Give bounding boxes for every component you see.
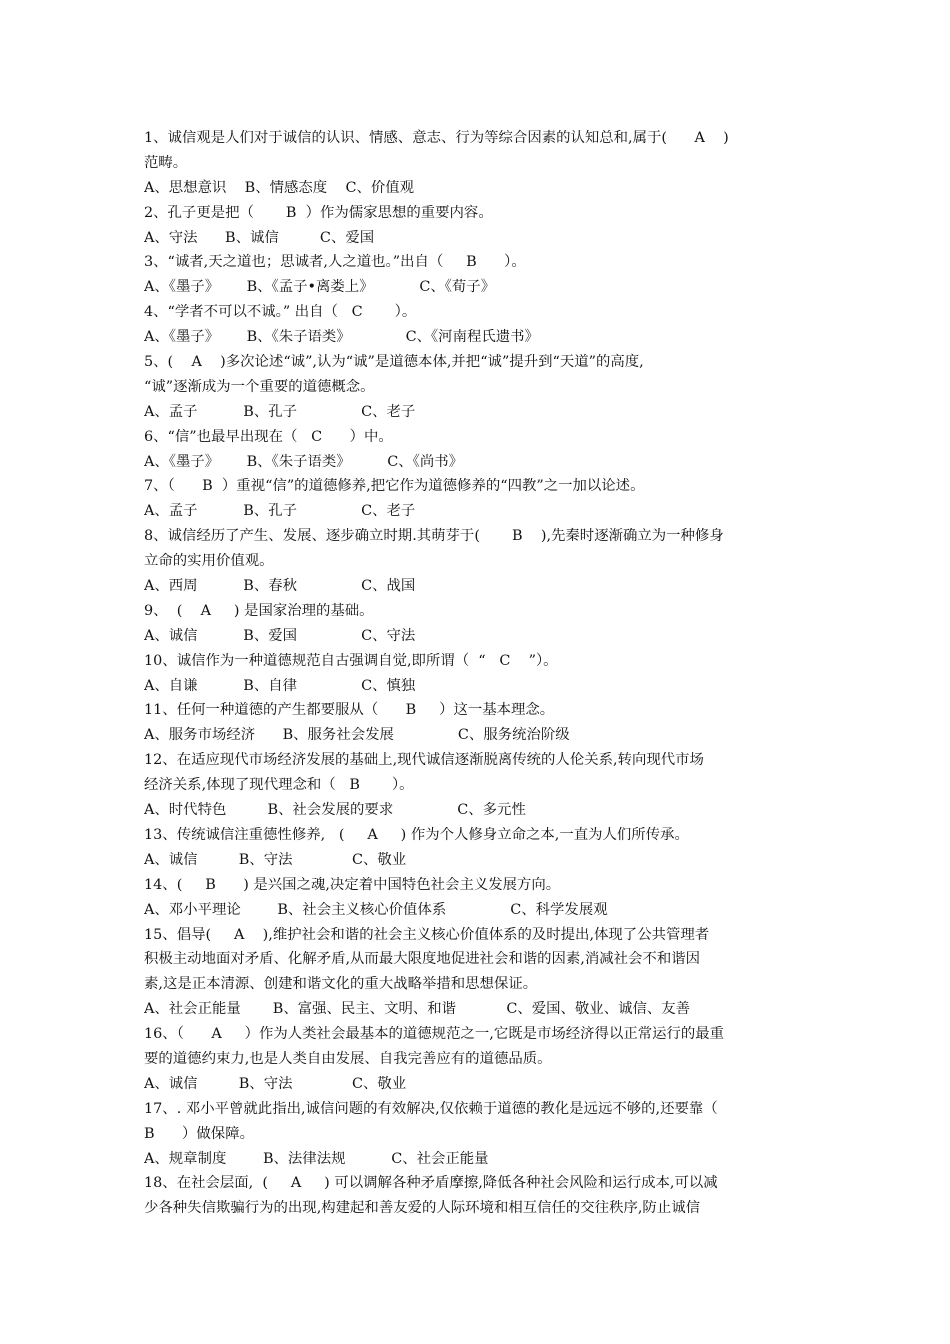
text-line: B ）做保障。 <box>144 1125 254 1142</box>
text-line: A、社会正能量 B、富强、民主、文明、和谐 C、爱国、敬业、诚信、友善 <box>144 1001 691 1018</box>
text-line: 12、在适应现代市场经济发展的基础上,现代诚信逐渐脱离传统的人伦关系,转向现代市场 <box>144 752 704 769</box>
text-line: 积极主动地面对矛盾、化解矛盾,从而最大限度地促进社会和谐的因素,消减社会不和谐因 <box>144 951 700 968</box>
text-line: A、诚信 B、爱国 C、守法 <box>144 627 416 644</box>
text-line: 4、“学者不可以不诚。” 出自（ C ）。 <box>144 304 417 321</box>
text-line: 经济关系,体现了现代理念和（ B ）。 <box>144 777 414 794</box>
text-line: 17、. 邓小平曾就此指出,诚信问题的有效解决,仅依赖于道德的教化是远远不够的,还要靠（ <box>144 1100 718 1117</box>
text-line: 9、 ( A ) 是国家治理的基础。 <box>144 602 374 619</box>
text-line: 立命的实用价值观。 <box>144 553 274 570</box>
text-line: 7、（ B ）重视“信”的道德修养,把它作为道德修养的“四教”之一加以论述。 <box>144 478 645 495</box>
text-line: A、诚信 B、守法 C、敬业 <box>144 851 407 868</box>
text-line: 少各种失信欺骗行为的出现,构建起和善友爱的人际环境和相互信任的交往秩序,防止诚信 <box>144 1200 700 1217</box>
text-line: A、守法 B、诚信 C、爱国 <box>144 229 375 246</box>
text-line: A、《墨子》 B、《朱子语类》 C、《尚书》 <box>144 453 464 470</box>
text-line: 要的道德约束力,也是人类自由发展、自我完善应有的道德品质。 <box>144 1050 552 1067</box>
text-line: A、自谦 B、自律 C、慎独 <box>144 677 416 694</box>
text-line: A、孟子 B、孔子 C、老子 <box>144 403 416 420</box>
text-line: 13、传统诚信注重德性修养, ( A ) 作为个人修身立命之本,一直为人们所传承。 <box>144 826 689 843</box>
text-line: 15、倡导( A ),维护社会和谐的社会主义核心价值体系的及时提出,体现了公共管理者 <box>144 926 710 943</box>
text-line: A、孟子 B、孔子 C、老子 <box>144 503 416 520</box>
text-line: A、邓小平理论 B、社会主义核心价值体系 C、科学发展观 <box>144 901 608 918</box>
text-line: A、西周 B、春秋 C、战国 <box>144 578 416 595</box>
text-line: A、时代特色 B、社会发展的要求 C、多元性 <box>144 802 526 819</box>
text-line: 10、诚信作为一种道德规范自古强调自觉,即所谓（ “ C ”）。 <box>144 652 558 669</box>
text-line: “诚”逐渐成为一个重要的道德概念。 <box>144 378 375 395</box>
text-line: A、规章制度 B、法律法规 C、社会正能量 <box>144 1150 489 1167</box>
text-line: 14、( B ) 是兴国之魂,决定着中国特色社会主义发展方向。 <box>144 876 561 893</box>
text-line: 3、“诚者,天之道也；思诚者,人之道也。”出自（ B ）。 <box>144 254 526 271</box>
text-line: 18、在社会层面, ( A ) 可以调解各种矛盾摩擦,降低各种社会风险和运行成本,可以减 <box>144 1175 718 1192</box>
text-line: 8、诚信经历了产生、发展、逐步确立时期.其萌芽于( B ),先秦时逐渐确立为一种修身 <box>144 528 724 545</box>
text-line: 范畴。 <box>144 154 188 171</box>
text-line: A、诚信 B、守法 C、敬业 <box>144 1075 407 1092</box>
text-line: 2、孔子更是把（ B ）作为儒家思想的重要内容。 <box>144 204 493 221</box>
text-line: A、服务市场经济 B、服务社会发展 C、服务统治阶级 <box>144 727 570 744</box>
text-line: A、《墨子》 B、《朱子语类》 C、《河南程氏遗书》 <box>144 329 539 346</box>
document-page <box>144 126 810 1221</box>
text-line: 11、任何一种道德的产生都要服从（ B ）这一基本理念。 <box>144 702 555 719</box>
text-line: 16、（ A ）作为人类社会最基本的道德规范之一,它既是市场经济得以正常运行的最重 <box>144 1026 725 1043</box>
text-line: 6、“信”也最早出现在（ C ）中。 <box>144 428 393 445</box>
text-line: A、《墨子》 B、《孟子•离娄上》 C、《荀子》 <box>144 279 496 296</box>
text-line: 1、诚信观是人们对于诚信的认识、情感、意志、行为等综合因素的认知总和,属于( A ) <box>144 130 729 146</box>
text-line: A、思想意识 B、情感态度 C、价值观 <box>144 179 415 196</box>
text-line: 素,这是正本清源、创建和谐文化的重大战略举措和思想保证。 <box>144 976 538 993</box>
text-line: 5、( A )多次论述“诚”,认为“诚”是道德本体,并把“诚”提升到“天道”的高度, <box>144 354 644 371</box>
